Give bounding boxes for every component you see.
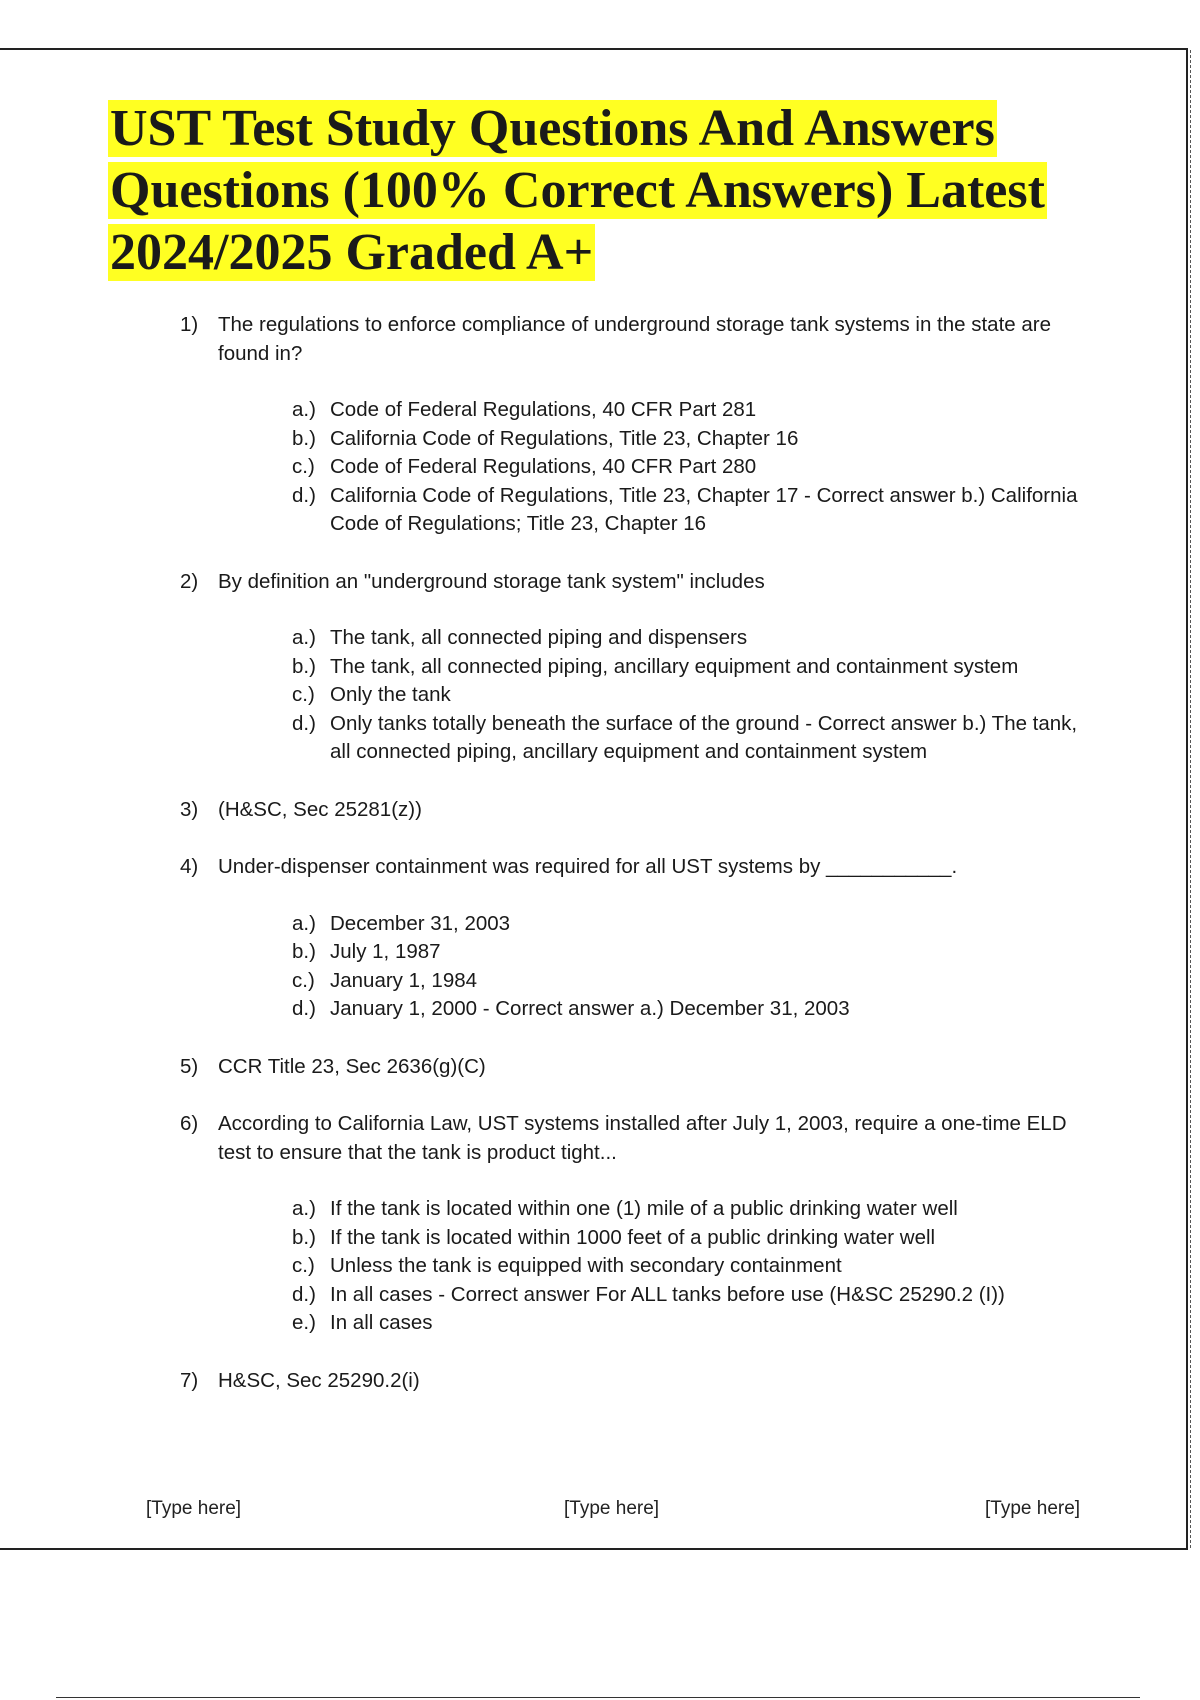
option-text: Code of Federal Regulations, 40 CFR Part 281 bbox=[330, 398, 757, 421]
answer-option bbox=[292, 1195, 1100, 1224]
answer-option bbox=[292, 967, 1100, 996]
answer-option bbox=[292, 681, 1100, 710]
option-text: January 1, 1984 bbox=[330, 968, 478, 992]
question-list bbox=[180, 311, 1100, 1424]
option-letter: c.) bbox=[292, 683, 315, 706]
question-item bbox=[180, 1053, 1100, 1082]
title-highlight: UST Test Study Questions And Answers Questions (100% Correct Answers) Latest 2024/2025 Graded A+ bbox=[110, 100, 1045, 281]
answer-option bbox=[292, 1309, 1100, 1338]
option-letter: a.) bbox=[292, 398, 316, 421]
footer-center: [Type here] bbox=[564, 1498, 660, 1519]
question-number: 5) bbox=[180, 1054, 199, 1078]
bottom-divider bbox=[56, 1697, 1140, 1698]
question-item bbox=[180, 311, 1100, 539]
option-text: Only the tank bbox=[330, 683, 451, 706]
answer-option bbox=[292, 482, 1100, 539]
question-text: According to California Law, UST systems installed after July 1, 2003, require a one-time ELD test to ensure that the tank is product tight... bbox=[218, 1112, 1067, 1164]
option-letter: a.) bbox=[292, 626, 316, 649]
answer-options bbox=[218, 396, 1100, 539]
question-text: By definition an "underground storage tank system" includes bbox=[218, 569, 765, 593]
question-text: Under-dispenser containment was required for all UST systems by ___________. bbox=[218, 855, 958, 878]
option-letter: d.) bbox=[292, 483, 316, 507]
answer-option bbox=[292, 453, 1100, 482]
option-letter: d.) bbox=[292, 1282, 316, 1306]
answer-option bbox=[292, 938, 1100, 967]
question-number: 3) bbox=[180, 797, 199, 821]
option-text: Only tanks totally beneath the surface of the ground - Correct answer b.) The tank, all connected piping, ancillary equipment and containment system bbox=[330, 711, 1078, 763]
question-number: 2) bbox=[180, 569, 199, 593]
option-letter: b.) bbox=[292, 1225, 316, 1249]
question-number: 1) bbox=[180, 313, 199, 336]
question-number: 6) bbox=[180, 1112, 199, 1135]
option-letter: b.) bbox=[292, 940, 316, 963]
answer-option bbox=[292, 910, 1100, 939]
answer-option bbox=[292, 1224, 1100, 1253]
option-letter: b.) bbox=[292, 654, 316, 678]
option-text: If the tank is located within 1000 feet of a public drinking water well bbox=[330, 1225, 936, 1249]
option-text: July 1, 1987 bbox=[330, 940, 441, 963]
option-text: If the tank is located within one (1) mile of a public drinking water well bbox=[330, 1197, 958, 1220]
option-text: Code of Federal Regulations, 40 CFR Part 280 bbox=[330, 455, 757, 478]
answer-option bbox=[292, 624, 1100, 653]
option-letter: c.) bbox=[292, 968, 315, 992]
answer-options bbox=[218, 910, 1100, 1024]
question-item bbox=[180, 853, 1100, 1024]
question-number: 7) bbox=[180, 1368, 199, 1392]
answer-option bbox=[292, 425, 1100, 454]
option-letter: a.) bbox=[292, 1197, 316, 1220]
footer-left: [Type here] bbox=[146, 1498, 242, 1519]
answer-option bbox=[292, 710, 1100, 767]
answer-option bbox=[292, 1252, 1100, 1281]
question-text: CCR Title 23, Sec 2636(g)(C) bbox=[218, 1054, 486, 1078]
footer-right: [Type here] bbox=[985, 1498, 1081, 1519]
question-item bbox=[180, 1367, 1100, 1396]
option-text: January 1, 2000 - Correct answer a.) December 31, 2003 bbox=[330, 997, 850, 1020]
answer-options bbox=[218, 1195, 1100, 1338]
document-title bbox=[108, 98, 1138, 284]
option-text: In all cases bbox=[330, 1311, 433, 1334]
option-text: Unless the tank is equipped with secondary containment bbox=[330, 1254, 842, 1277]
answer-option bbox=[292, 653, 1100, 682]
option-letter: d.) bbox=[292, 997, 316, 1020]
question-number: 4) bbox=[180, 855, 199, 878]
question-text: (H&SC, Sec 25281(z)) bbox=[218, 797, 422, 821]
question-text: The regulations to enforce compliance of underground storage tank systems in the state are found in? bbox=[218, 313, 1052, 365]
option-text: California Code of Regulations, Title 23, Chapter 17 - Correct answer b.) California Code of Regulations; Title 23, Chapter 16 bbox=[330, 483, 1078, 535]
option-text: California Code of Regulations, Title 23, Chapter 16 bbox=[330, 426, 799, 450]
option-text: The tank, all connected piping and dispensers bbox=[330, 626, 748, 649]
question-item bbox=[180, 568, 1100, 767]
option-text: In all cases - Correct answer For ALL tanks before use (H&SC 25290.2 (I)) bbox=[330, 1282, 1005, 1306]
option-letter: a.) bbox=[292, 911, 316, 935]
answer-option bbox=[292, 995, 1100, 1024]
question-item bbox=[180, 796, 1100, 825]
answer-option bbox=[292, 1281, 1100, 1310]
option-text: The tank, all connected piping, ancillary equipment and containment system bbox=[330, 654, 1019, 678]
option-letter: b.) bbox=[292, 426, 316, 450]
question-text: H&SC, Sec 25290.2(i) bbox=[218, 1368, 420, 1392]
question-item bbox=[180, 1110, 1100, 1338]
option-letter: d.) bbox=[292, 711, 316, 735]
option-letter: e.) bbox=[292, 1311, 316, 1334]
answer-options bbox=[218, 624, 1100, 767]
answer-option bbox=[292, 396, 1100, 425]
option-text: December 31, 2003 bbox=[330, 911, 511, 935]
option-letter: c.) bbox=[292, 455, 315, 478]
option-letter: c.) bbox=[292, 1254, 315, 1277]
